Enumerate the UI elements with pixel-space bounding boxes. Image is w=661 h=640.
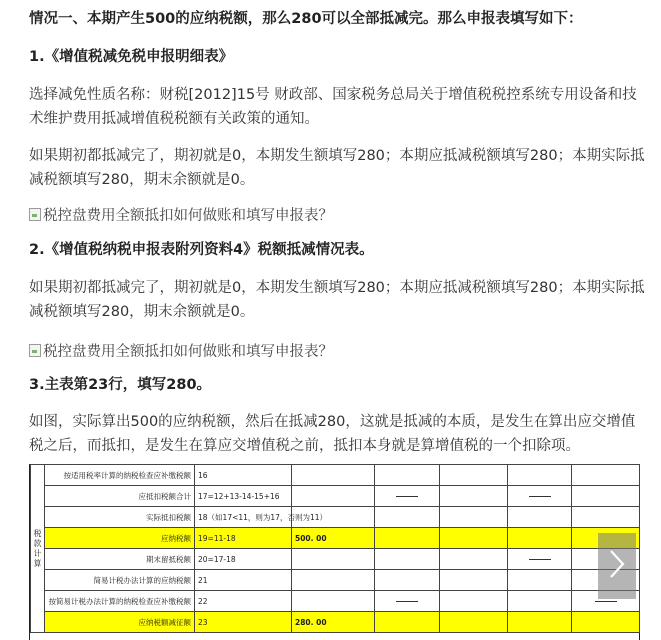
cell (440, 570, 508, 591)
section1-image (29, 204, 333, 225)
cell (440, 549, 508, 570)
section1-title: 1.《增值税减免税申报明细表》 (29, 49, 234, 65)
side-label: 税款计算 (31, 465, 45, 633)
cell (572, 612, 640, 633)
cell (508, 591, 572, 612)
row-label: 应纳税额 (45, 528, 195, 549)
cell (508, 528, 572, 549)
cell (440, 465, 508, 486)
row-formula: 18（如17<11，则为17，否则为11） (195, 507, 292, 528)
dash-mark (529, 559, 551, 560)
cell (375, 465, 440, 486)
table-row (31, 549, 640, 570)
dash-mark (529, 496, 551, 497)
cell (572, 507, 640, 528)
section1-para1: 选择减免性质名称：财税[2012]15号 财政部、国家税务总局关于增值税税控系统专用设备和技术维护费用抵减增值税税额有关政策的通知。 (29, 87, 637, 127)
table-row (31, 612, 640, 633)
article-heading: 情况一、本期产生500的应纳税额，那么280可以全部抵减完。那么申报表填写如下： (29, 11, 583, 27)
chevron-right-icon (608, 548, 626, 584)
row-label: 简易计税办法计算的应纳税额 (45, 570, 195, 591)
table-row (31, 528, 640, 549)
row-formula: 22 (195, 591, 292, 612)
cell (440, 486, 508, 507)
cell (508, 507, 572, 528)
row-label: 实际抵扣税额 (45, 507, 195, 528)
row-value (292, 549, 375, 570)
row-formula: 21 (195, 570, 292, 591)
section1-para2: 如果期初都抵减完了，期初就是0，本期发生额填写280；本期应抵减税额填写280；本期实际抵减税额填写280，期末余额就是0。 (29, 148, 645, 188)
row-value (292, 486, 375, 507)
row-value: 280. 00 (292, 612, 375, 633)
table-row (31, 507, 640, 528)
row-value (292, 591, 375, 612)
section2-para1: 如果期初都抵减完了，期初就是0，本期发生额填写280；本期应抵减税额填写280；本期实际抵减税额填写280，期末余额就是0。 (29, 280, 645, 320)
row-formula: 19=11-18 (195, 528, 292, 549)
dash-mark (396, 496, 418, 497)
table-row (31, 570, 640, 591)
cell (375, 591, 440, 612)
cell (440, 612, 508, 633)
table-row (31, 591, 640, 612)
cell (572, 486, 640, 507)
row-value (292, 465, 375, 486)
row-formula: 17=12+13-14-15+16 (195, 486, 292, 507)
table-row (31, 465, 640, 486)
cell (572, 465, 640, 486)
broken-image-icon (29, 208, 41, 221)
carousel-next-button[interactable] (598, 533, 636, 599)
row-label: 按适用税率计算的纳税检查应补缴税额 (45, 465, 195, 486)
cell (508, 570, 572, 591)
cell (440, 591, 508, 612)
row-formula: 23 (195, 612, 292, 633)
row-value: 500. 00 (292, 528, 375, 549)
cell (508, 549, 572, 570)
row-value (292, 570, 375, 591)
cell (375, 612, 440, 633)
section2-title: 2.《增值税纳税申报表附列资料4》税额抵减情况表。 (29, 242, 374, 258)
table-row (31, 486, 640, 507)
dash-mark (396, 601, 418, 602)
tax-return-table (30, 464, 640, 633)
cell (440, 528, 508, 549)
broken-image-icon (29, 344, 41, 357)
cell (508, 612, 572, 633)
section2-image (29, 340, 333, 361)
cell (375, 528, 440, 549)
cell (375, 549, 440, 570)
row-label: 应纳税额减征额 (45, 612, 195, 633)
row-label: 按简易计税办法计算的纳税检查应补缴税额 (45, 591, 195, 612)
row-label: 应抵扣税额合计 (45, 486, 195, 507)
row-label: 期末留抵税额 (45, 549, 195, 570)
row-formula: 16 (195, 465, 292, 486)
section3-title: 3.主表第23行，填写280。 (29, 377, 212, 393)
row-formula: 20=17-18 (195, 549, 292, 570)
cell (375, 570, 440, 591)
section1-image-alt: 税控盘费用全额抵扣如何做账和填写申报表？ (43, 208, 333, 224)
cell (375, 507, 440, 528)
cell (375, 486, 440, 507)
tax-return-table-image (29, 464, 640, 640)
cell (440, 507, 508, 528)
section3-para1: 如图，实际算出500的应纳税额，然后在抵减280，这就是抵减的本质，是发生在算出应交增值税之后，而抵扣，是发生在算应交增值税之前，抵扣本身就是算增值税的一个扣除项。 (29, 414, 636, 454)
cell (508, 486, 572, 507)
cell (508, 465, 572, 486)
section2-image-alt: 税控盘费用全额抵扣如何做账和填写申报表？ (43, 344, 333, 360)
dash-mark (595, 601, 617, 602)
